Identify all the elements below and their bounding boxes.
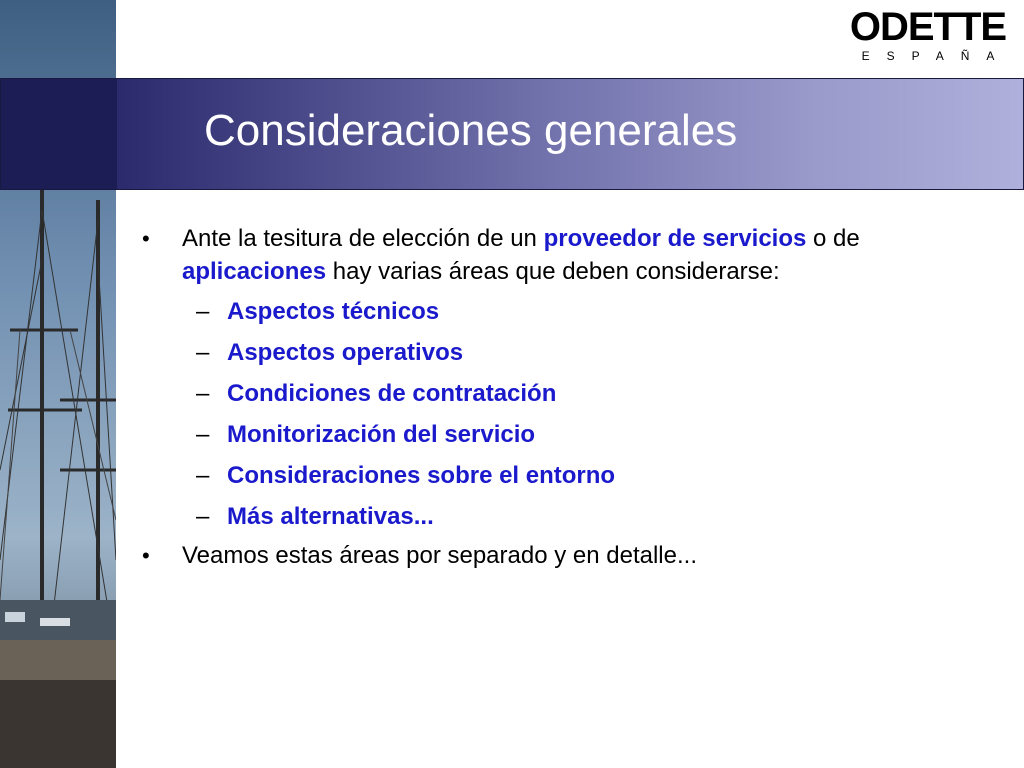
sub-item-label: Monitorización del servicio	[227, 421, 536, 448]
bullet-item	[140, 539, 1000, 572]
bullet-text: o de	[806, 225, 860, 252]
sub-item-label: Más alternativas...	[227, 503, 434, 530]
bullet-text: Veamos estas áreas por separado y en detalle...	[182, 542, 697, 569]
title-banner-left-block	[1, 79, 117, 189]
sub-item	[140, 332, 1000, 373]
sub-marker: –	[196, 380, 210, 407]
bullet-text: Ante la tesitura de elección de un	[182, 225, 544, 252]
sub-item	[140, 291, 1000, 332]
odette-logo	[844, 6, 1012, 63]
sub-item-label: Aspectos operativos	[227, 339, 464, 366]
logo-country: ESPAÑA	[861, 49, 1012, 63]
slide-content	[140, 222, 1000, 572]
highlight-provider: proveedor de servicios	[543, 225, 807, 252]
slide-title: Consideraciones generales	[204, 106, 738, 155]
sub-marker: –	[196, 462, 210, 489]
bullet-item	[140, 222, 1000, 288]
sub-marker: –	[196, 421, 210, 448]
sub-item-label: Aspectos técnicos	[227, 298, 440, 325]
sub-marker: –	[196, 503, 210, 530]
sub-marker: –	[196, 339, 210, 366]
sub-item	[140, 414, 1000, 455]
bullet-marker: •	[142, 226, 150, 251]
sub-item	[140, 496, 1000, 537]
sub-item	[140, 373, 1000, 414]
sub-marker: –	[196, 298, 210, 325]
sub-list	[140, 291, 1000, 537]
sub-item-label: Condiciones de contratación	[227, 380, 557, 407]
title-banner	[0, 78, 1024, 190]
bullet-text: hay varias áreas que deben considerarse:	[326, 258, 780, 285]
highlight-applications: aplicaciones	[182, 258, 327, 285]
logo-name: ODETTE	[849, 5, 1007, 49]
bullet-marker: •	[142, 543, 150, 568]
sub-item-label: Consideraciones sobre el entorno	[227, 462, 616, 489]
sub-item	[140, 455, 1000, 496]
